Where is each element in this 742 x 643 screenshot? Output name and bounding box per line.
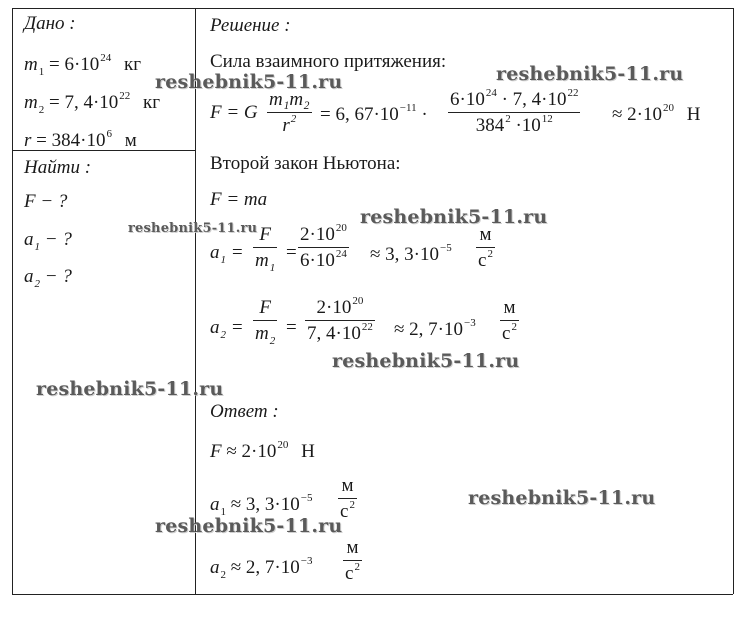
find-a2: $a_2$ − ? bbox=[24, 266, 72, 290]
newton-equation: F = ma bbox=[210, 189, 268, 210]
answer-force: $F \approx 2\cdot 10^{20}$ Н bbox=[210, 439, 315, 462]
table-column-divider bbox=[195, 8, 196, 594]
force-lhs: F = G bbox=[210, 102, 258, 123]
table-left-border bbox=[12, 8, 13, 594]
a1-unit: м $с^2$ bbox=[478, 224, 493, 271]
a1-result: ≈ 3, $3\cdot 10^{-5}$ bbox=[370, 242, 452, 265]
table-bottom-border bbox=[12, 594, 733, 595]
given-m1: $m_1 = 6\cdot 10^{24}$ кг bbox=[24, 52, 142, 78]
watermark-8: reshebnik5-11.ru bbox=[155, 515, 343, 537]
watermark-3: reshebnik5-11.ru bbox=[128, 221, 258, 236]
force-result: ≈ $2\cdot 10^{20}$ Н bbox=[612, 102, 701, 125]
a2-result: ≈ 2, $7\cdot 10^{-3}$ bbox=[394, 317, 476, 340]
answer-a2-unit: м $с^2$ bbox=[345, 537, 360, 584]
watermark-1: reshebnik5-11.ru bbox=[155, 71, 343, 93]
watermark-7: reshebnik5-11.ru bbox=[468, 487, 656, 509]
watermark-4: reshebnik5-11.ru bbox=[360, 206, 548, 228]
a2-fraction-symbolic: $\frac{F}{m_2}$ bbox=[255, 297, 276, 347]
answer-title: Ответ : bbox=[210, 401, 279, 422]
given-title: Дано : bbox=[24, 13, 76, 34]
find-f: F − ? bbox=[24, 191, 68, 212]
solution-title: Решение : bbox=[210, 15, 291, 36]
force-fraction-values: $\frac{6\cdot 10^{24} \cdot 7, 4\cdot 10^{22}}{384^2 \cdot 10^{12}}$ bbox=[450, 87, 579, 136]
find-a1: $a_1$ − ? bbox=[24, 229, 72, 253]
gravity-label: Сила взаимного притяжения: bbox=[210, 51, 447, 72]
watermark-5: reshebnik5-11.ru bbox=[332, 350, 520, 372]
newton-label: Второй закон Ньютона: bbox=[210, 153, 401, 174]
table-top-border bbox=[12, 8, 733, 9]
a1-fraction-values: $\frac{2\cdot 10^{20}}{6\cdot 10^{24}}$ bbox=[300, 222, 347, 271]
a1-equals: = bbox=[286, 242, 297, 263]
watermark-2: reshebnik5-11.ru bbox=[496, 63, 684, 85]
answer-a1: $a_1 \approx 3$, $3\cdot 10^{-5}$ bbox=[210, 492, 313, 518]
answer-a1-unit: м $с^2$ bbox=[340, 475, 355, 522]
force-constant: = 6, $67\cdot 10^{-11}$ · bbox=[320, 102, 428, 125]
answer-a2: $a_2 \approx 2$, $7\cdot 10^{-3}$ bbox=[210, 555, 313, 581]
given-m2: $m_2 = 7$, $4\cdot 10^{22}$ кг bbox=[24, 90, 161, 116]
table-right-border bbox=[733, 8, 734, 594]
a1-lhs: $a_1$ = bbox=[210, 242, 244, 266]
watermark-6: reshebnik5-11.ru bbox=[36, 378, 224, 400]
a2-equals: = bbox=[286, 317, 297, 338]
force-fraction-masses: $\frac{\text{m₁m₂}}{r^2}$ bbox=[269, 89, 310, 136]
a2-fraction-values: $\frac{2\cdot 10^{20}}{7, 4\cdot 10^{22}}$ bbox=[307, 295, 373, 344]
a2-lhs: $a_2$ = bbox=[210, 317, 244, 341]
given-r: $r = 384\cdot 10^6$ м bbox=[24, 128, 137, 151]
a2-unit: м $с^2$ bbox=[502, 297, 517, 344]
find-title: Найти : bbox=[24, 157, 92, 178]
a1-fraction-symbolic: $\frac{F}{m_1}$ bbox=[255, 224, 276, 274]
